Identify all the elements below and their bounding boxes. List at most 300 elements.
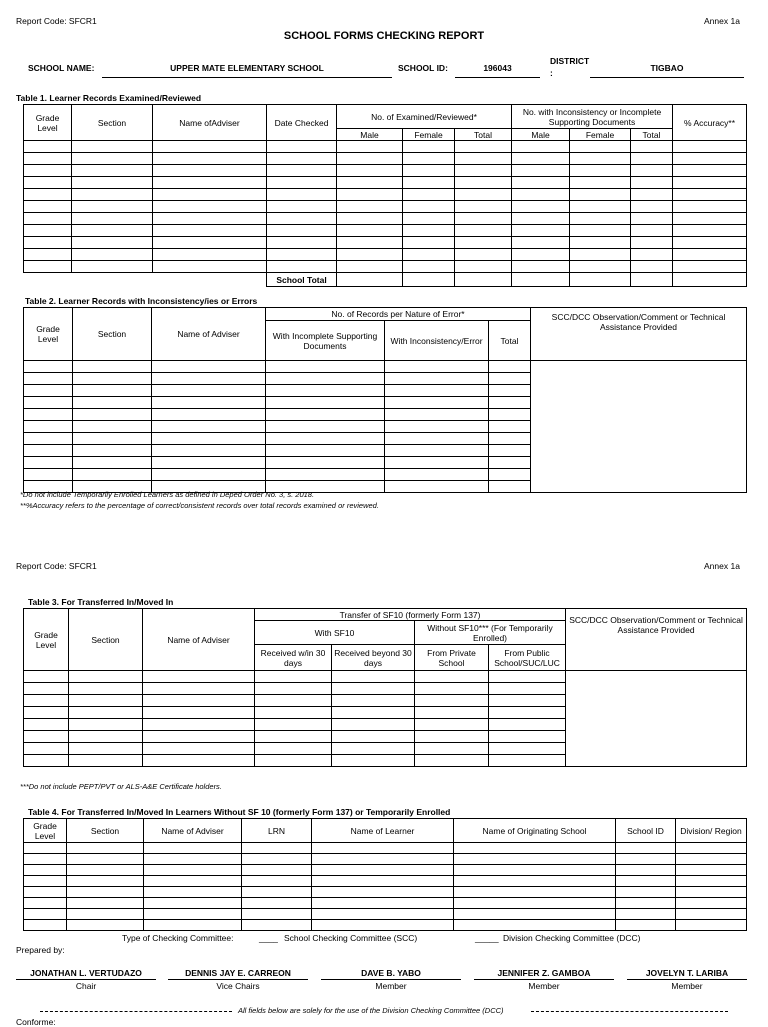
- table-cell[interactable]: [673, 153, 747, 165]
- table-cell[interactable]: [570, 225, 631, 237]
- table-cell[interactable]: [266, 361, 385, 373]
- table-cell[interactable]: [631, 261, 673, 273]
- table-cell[interactable]: [676, 865, 747, 876]
- table-cell[interactable]: [73, 409, 152, 421]
- table-cell[interactable]: [616, 865, 676, 876]
- table-cell[interactable]: [255, 671, 332, 683]
- table-cell[interactable]: [24, 141, 72, 153]
- table-cell[interactable]: [266, 397, 385, 409]
- table-cell[interactable]: [337, 261, 403, 273]
- table-cell[interactable]: [570, 165, 631, 177]
- table-cell[interactable]: [512, 249, 570, 261]
- table-cell[interactable]: [152, 361, 266, 373]
- table-cell[interactable]: [24, 854, 67, 865]
- table-cell[interactable]: [152, 373, 266, 385]
- table-cell[interactable]: [267, 213, 337, 225]
- table-cell[interactable]: [72, 177, 153, 189]
- table-cell[interactable]: [512, 141, 570, 153]
- table-cell[interactable]: [24, 421, 73, 433]
- table-cell[interactable]: [266, 433, 385, 445]
- table-cell[interactable]: [72, 225, 153, 237]
- table-cell[interactable]: [255, 731, 332, 743]
- table-cell[interactable]: [673, 165, 747, 177]
- table-cell[interactable]: [385, 373, 489, 385]
- table-cell[interactable]: [267, 141, 337, 153]
- table-cell[interactable]: [153, 177, 267, 189]
- table-cell[interactable]: [673, 225, 747, 237]
- table-cell[interactable]: [676, 876, 747, 887]
- table-cell[interactable]: [255, 719, 332, 731]
- table-cell[interactable]: [144, 887, 242, 898]
- table-cell[interactable]: [143, 695, 255, 707]
- table-cell[interactable]: [570, 201, 631, 213]
- table-cell[interactable]: [455, 213, 512, 225]
- table-cell[interactable]: [24, 361, 73, 373]
- table-cell[interactable]: [676, 898, 747, 909]
- table-cell[interactable]: [24, 887, 67, 898]
- table-cell[interactable]: [673, 237, 747, 249]
- table-cell[interactable]: [69, 755, 143, 767]
- table-cell[interactable]: [143, 707, 255, 719]
- table-cell[interactable]: [72, 141, 153, 153]
- table-cell[interactable]: [454, 854, 616, 865]
- table-cell[interactable]: [673, 213, 747, 225]
- table-cell[interactable]: [512, 201, 570, 213]
- table-cell[interactable]: [267, 153, 337, 165]
- table-cell[interactable]: [24, 397, 73, 409]
- table-cell[interactable]: [512, 213, 570, 225]
- table-cell[interactable]: [24, 249, 72, 261]
- table-cell[interactable]: [24, 213, 72, 225]
- table-cell[interactable]: [415, 755, 489, 767]
- table-cell[interactable]: [73, 385, 152, 397]
- table-cell[interactable]: [24, 743, 69, 755]
- table-cell[interactable]: [266, 373, 385, 385]
- table-cell[interactable]: [255, 755, 332, 767]
- table-cell[interactable]: [73, 433, 152, 445]
- table-cell[interactable]: [570, 261, 631, 273]
- table-cell[interactable]: [143, 683, 255, 695]
- table-cell[interactable]: [312, 909, 454, 920]
- table-cell[interactable]: [455, 189, 512, 201]
- table-cell[interactable]: [152, 409, 266, 421]
- table-cell[interactable]: [489, 373, 531, 385]
- table-cell[interactable]: [153, 225, 267, 237]
- table-cell[interactable]: [143, 755, 255, 767]
- table-cell[interactable]: [69, 731, 143, 743]
- table-cell[interactable]: [24, 445, 73, 457]
- table-cell[interactable]: [24, 153, 72, 165]
- table-cell[interactable]: [631, 189, 673, 201]
- table-cell[interactable]: [312, 843, 454, 854]
- table-cell[interactable]: [255, 695, 332, 707]
- table-cell[interactable]: [489, 469, 531, 481]
- table-cell[interactable]: [454, 887, 616, 898]
- table-cell[interactable]: [153, 201, 267, 213]
- table-cell[interactable]: [24, 865, 67, 876]
- table-cell[interactable]: [512, 225, 570, 237]
- table-cell[interactable]: [73, 457, 152, 469]
- table-cell[interactable]: [266, 469, 385, 481]
- table-cell[interactable]: [616, 909, 676, 920]
- table-cell[interactable]: [72, 189, 153, 201]
- table-cell[interactable]: [454, 909, 616, 920]
- table-cell[interactable]: [153, 141, 267, 153]
- table-cell[interactable]: [616, 920, 676, 931]
- table-cell[interactable]: [24, 189, 72, 201]
- table-cell[interactable]: [24, 731, 69, 743]
- table-cell[interactable]: [454, 920, 616, 931]
- table-cell[interactable]: [24, 261, 72, 273]
- table-cell[interactable]: [631, 201, 673, 213]
- table-cell[interactable]: [337, 237, 403, 249]
- table-cell[interactable]: [332, 731, 415, 743]
- table-cell[interactable]: [153, 153, 267, 165]
- table-cell[interactable]: [489, 719, 566, 731]
- table-cell[interactable]: [676, 887, 747, 898]
- table-cell[interactable]: [242, 843, 312, 854]
- table-cell[interactable]: [455, 153, 512, 165]
- table-cell[interactable]: [67, 843, 144, 854]
- table-cell[interactable]: [73, 445, 152, 457]
- table-cell[interactable]: [144, 898, 242, 909]
- table-cell[interactable]: [266, 385, 385, 397]
- observation-cell[interactable]: [531, 361, 747, 493]
- table-cell[interactable]: [631, 237, 673, 249]
- table-cell[interactable]: [337, 165, 403, 177]
- table-cell[interactable]: [512, 177, 570, 189]
- table-cell[interactable]: [673, 141, 747, 153]
- table-cell[interactable]: [673, 249, 747, 261]
- table-cell[interactable]: [267, 237, 337, 249]
- table-cell[interactable]: [24, 177, 72, 189]
- table-cell[interactable]: [67, 887, 144, 898]
- table-cell[interactable]: [455, 261, 512, 273]
- table-cell[interactable]: [489, 433, 531, 445]
- table-cell[interactable]: [153, 213, 267, 225]
- table-cell[interactable]: [676, 843, 747, 854]
- table-cell[interactable]: [403, 237, 455, 249]
- table-cell[interactable]: [24, 469, 73, 481]
- table-cell[interactable]: [67, 909, 144, 920]
- table-cell[interactable]: [332, 719, 415, 731]
- table-cell[interactable]: [385, 433, 489, 445]
- table-cell[interactable]: [415, 707, 489, 719]
- table-cell[interactable]: [385, 457, 489, 469]
- table-cell[interactable]: [616, 887, 676, 898]
- table-cell[interactable]: [24, 843, 67, 854]
- table-cell[interactable]: [24, 201, 72, 213]
- table-cell[interactable]: [489, 707, 566, 719]
- table-cell[interactable]: [24, 457, 73, 469]
- table-cell[interactable]: [631, 165, 673, 177]
- table-cell[interactable]: [266, 409, 385, 421]
- table-cell[interactable]: [267, 249, 337, 261]
- table-cell[interactable]: [489, 409, 531, 421]
- table-cell[interactable]: [24, 909, 67, 920]
- table-cell[interactable]: [489, 695, 566, 707]
- table-cell[interactable]: [72, 201, 153, 213]
- table-cell[interactable]: [267, 189, 337, 201]
- table-cell[interactable]: [512, 153, 570, 165]
- table-cell[interactable]: [152, 385, 266, 397]
- table-cell[interactable]: [24, 898, 67, 909]
- table-cell[interactable]: [267, 201, 337, 213]
- table-cell[interactable]: [512, 237, 570, 249]
- table-cell[interactable]: [69, 719, 143, 731]
- table-cell[interactable]: [454, 876, 616, 887]
- table-cell[interactable]: [266, 457, 385, 469]
- table-cell[interactable]: [242, 909, 312, 920]
- table-cell[interactable]: [24, 755, 69, 767]
- table-cell[interactable]: [570, 189, 631, 201]
- table-cell[interactable]: [415, 695, 489, 707]
- table-cell[interactable]: [67, 898, 144, 909]
- table-cell[interactable]: [403, 165, 455, 177]
- table-cell[interactable]: [152, 469, 266, 481]
- table-cell[interactable]: [631, 141, 673, 153]
- table-cell[interactable]: [385, 421, 489, 433]
- table-cell[interactable]: [72, 165, 153, 177]
- table-cell[interactable]: [489, 457, 531, 469]
- table-cell[interactable]: [255, 707, 332, 719]
- table-cell[interactable]: [69, 707, 143, 719]
- table-cell[interactable]: [403, 249, 455, 261]
- table-cell[interactable]: [631, 225, 673, 237]
- table-cell[interactable]: [143, 743, 255, 755]
- table-cell[interactable]: [24, 920, 67, 931]
- table-cell[interactable]: [24, 707, 69, 719]
- table-cell[interactable]: [385, 385, 489, 397]
- table-cell[interactable]: [266, 421, 385, 433]
- table-cell[interactable]: [242, 887, 312, 898]
- table-cell[interactable]: [415, 719, 489, 731]
- table-cell[interactable]: [255, 683, 332, 695]
- table-cell[interactable]: [242, 865, 312, 876]
- table-cell[interactable]: [403, 153, 455, 165]
- table-cell[interactable]: [415, 743, 489, 755]
- table-cell[interactable]: [385, 409, 489, 421]
- table-cell[interactable]: [673, 261, 747, 273]
- table-cell[interactable]: [337, 201, 403, 213]
- table-cell[interactable]: [153, 261, 267, 273]
- table-cell[interactable]: [489, 755, 566, 767]
- table-cell[interactable]: [337, 153, 403, 165]
- table-cell[interactable]: [332, 671, 415, 683]
- table-cell[interactable]: [415, 683, 489, 695]
- table-cell[interactable]: [242, 854, 312, 865]
- table-cell[interactable]: [144, 909, 242, 920]
- table-cell[interactable]: [332, 743, 415, 755]
- table-cell[interactable]: [69, 683, 143, 695]
- table-cell[interactable]: [337, 177, 403, 189]
- table-cell[interactable]: [153, 165, 267, 177]
- table-cell[interactable]: [332, 695, 415, 707]
- table-cell[interactable]: [312, 854, 454, 865]
- table-cell[interactable]: [512, 261, 570, 273]
- table-cell[interactable]: [385, 361, 489, 373]
- table-cell[interactable]: [415, 671, 489, 683]
- table-cell[interactable]: [403, 189, 455, 201]
- table-cell[interactable]: [455, 225, 512, 237]
- table-cell[interactable]: [454, 865, 616, 876]
- table-cell[interactable]: [673, 177, 747, 189]
- table-cell[interactable]: [24, 165, 72, 177]
- table-cell[interactable]: [631, 153, 673, 165]
- table-cell[interactable]: [312, 876, 454, 887]
- table-cell[interactable]: [312, 920, 454, 931]
- table-cell[interactable]: [72, 249, 153, 261]
- table-cell[interactable]: [24, 373, 73, 385]
- table-cell[interactable]: [512, 165, 570, 177]
- table-cell[interactable]: [67, 920, 144, 931]
- table-cell[interactable]: [73, 361, 152, 373]
- table-cell[interactable]: [403, 225, 455, 237]
- table-cell[interactable]: [24, 671, 69, 683]
- table-cell[interactable]: [337, 141, 403, 153]
- table-cell[interactable]: [24, 683, 69, 695]
- dcc-blank[interactable]: _____: [475, 933, 499, 943]
- table-cell[interactable]: [616, 898, 676, 909]
- table-cell[interactable]: [512, 189, 570, 201]
- table-cell[interactable]: [24, 225, 72, 237]
- table-cell[interactable]: [144, 876, 242, 887]
- table-cell[interactable]: [143, 731, 255, 743]
- table-cell[interactable]: [69, 671, 143, 683]
- table-cell[interactable]: [570, 249, 631, 261]
- table-cell[interactable]: [73, 397, 152, 409]
- table-cell[interactable]: [489, 671, 566, 683]
- table-cell[interactable]: [455, 141, 512, 153]
- table-cell[interactable]: [489, 385, 531, 397]
- table-cell[interactable]: [24, 409, 73, 421]
- table-cell[interactable]: [337, 189, 403, 201]
- table-cell[interactable]: [403, 213, 455, 225]
- table-cell[interactable]: [24, 237, 72, 249]
- table-cell[interactable]: [489, 397, 531, 409]
- table-cell[interactable]: [403, 177, 455, 189]
- table-cell[interactable]: [312, 865, 454, 876]
- table-cell[interactable]: [242, 920, 312, 931]
- table-cell[interactable]: [676, 909, 747, 920]
- table-cell[interactable]: [673, 189, 747, 201]
- table-cell[interactable]: [489, 683, 566, 695]
- table-cell[interactable]: [673, 201, 747, 213]
- table-cell[interactable]: [267, 165, 337, 177]
- table-cell[interactable]: [570, 141, 631, 153]
- table-cell[interactable]: [332, 755, 415, 767]
- table-cell[interactable]: [415, 731, 489, 743]
- table-cell[interactable]: [143, 719, 255, 731]
- table-cell[interactable]: [267, 261, 337, 273]
- table-cell[interactable]: [570, 177, 631, 189]
- table-cell[interactable]: [69, 695, 143, 707]
- table-cell[interactable]: [403, 261, 455, 273]
- table-cell[interactable]: [24, 385, 73, 397]
- table-cell[interactable]: [144, 865, 242, 876]
- table-cell[interactable]: [24, 876, 67, 887]
- table-cell[interactable]: [631, 249, 673, 261]
- table-cell[interactable]: [454, 843, 616, 854]
- table-cell[interactable]: [72, 153, 153, 165]
- table-cell[interactable]: [152, 445, 266, 457]
- table-cell[interactable]: [73, 421, 152, 433]
- table-cell[interactable]: [144, 843, 242, 854]
- table-cell[interactable]: [489, 481, 531, 493]
- table-cell[interactable]: [69, 743, 143, 755]
- table-cell[interactable]: [676, 920, 747, 931]
- table-cell[interactable]: [455, 177, 512, 189]
- table-cell[interactable]: [332, 683, 415, 695]
- table-cell[interactable]: [570, 237, 631, 249]
- table-cell[interactable]: [631, 213, 673, 225]
- table-cell[interactable]: [67, 876, 144, 887]
- table-cell[interactable]: [403, 141, 455, 153]
- table-cell[interactable]: [312, 898, 454, 909]
- table-cell[interactable]: [312, 887, 454, 898]
- table-cell[interactable]: [489, 731, 566, 743]
- table-cell[interactable]: [385, 397, 489, 409]
- table-cell[interactable]: [385, 469, 489, 481]
- table-cell[interactable]: [385, 481, 489, 493]
- table-cell[interactable]: [616, 876, 676, 887]
- observation-cell[interactable]: [566, 671, 747, 767]
- table-cell[interactable]: [24, 719, 69, 731]
- table-cell[interactable]: [24, 433, 73, 445]
- table-cell[interactable]: [72, 237, 153, 249]
- scc-blank[interactable]: ____: [259, 933, 278, 943]
- table-cell[interactable]: [455, 249, 512, 261]
- table-cell[interactable]: [489, 421, 531, 433]
- table-cell[interactable]: [242, 876, 312, 887]
- table-cell[interactable]: [144, 854, 242, 865]
- table-cell[interactable]: [152, 457, 266, 469]
- table-cell[interactable]: [616, 854, 676, 865]
- table-cell[interactable]: [332, 707, 415, 719]
- table-cell[interactable]: [489, 445, 531, 457]
- table-cell[interactable]: [255, 743, 332, 755]
- table-cell[interactable]: [676, 854, 747, 865]
- table-cell[interactable]: [403, 201, 455, 213]
- table-cell[interactable]: [73, 373, 152, 385]
- table-cell[interactable]: [144, 920, 242, 931]
- table-cell[interactable]: [455, 165, 512, 177]
- table-cell[interactable]: [72, 213, 153, 225]
- table-cell[interactable]: [267, 177, 337, 189]
- table-cell[interactable]: [242, 898, 312, 909]
- table-cell[interactable]: [454, 898, 616, 909]
- table-cell[interactable]: [570, 153, 631, 165]
- table-cell[interactable]: [489, 361, 531, 373]
- table-cell[interactable]: [24, 695, 69, 707]
- table-cell[interactable]: [455, 237, 512, 249]
- table-cell[interactable]: [143, 671, 255, 683]
- table-cell[interactable]: [152, 397, 266, 409]
- table-cell[interactable]: [337, 249, 403, 261]
- table-cell[interactable]: [266, 445, 385, 457]
- table-cell[interactable]: [152, 421, 266, 433]
- table-cell[interactable]: [631, 177, 673, 189]
- table-cell[interactable]: [570, 213, 631, 225]
- table-cell[interactable]: [455, 201, 512, 213]
- table-cell[interactable]: [337, 213, 403, 225]
- table-cell[interactable]: [489, 743, 566, 755]
- table-cell[interactable]: [152, 433, 266, 445]
- table-cell[interactable]: [73, 469, 152, 481]
- table-cell[interactable]: [153, 237, 267, 249]
- table-cell[interactable]: [337, 225, 403, 237]
- table-cell[interactable]: [267, 225, 337, 237]
